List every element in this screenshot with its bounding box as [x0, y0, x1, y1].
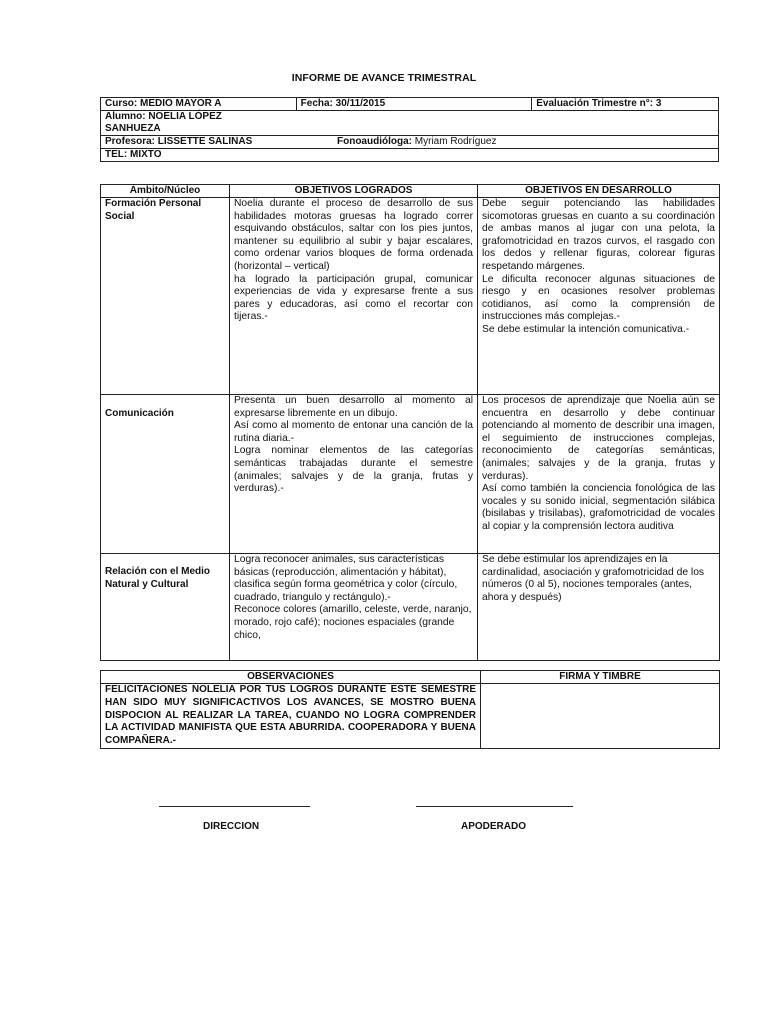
- desarrollo-cell: Los procesos de aprendizaje que Noelia aún se encuentra en desarrollo y debe continuar potenciando al momento de describir una imagen, el seguimiento de instrucciones complejas, reconocimiento de categorías semánticas, (animales; salvajes y de la granja, frutas y verduras). Así como también la conciencia fonológica de las vocales y su sonido inicial, segmentación silábica (bisilabas y trisilabas), grafomotricidad de vocales al copiar y la comprensión lectora auditiva: [478, 395, 720, 554]
- ambito-label: Comunicación: [105, 408, 174, 419]
- firma-cell: [481, 684, 720, 749]
- logrados-cell: Noelia durante el proceso de desarrollo de sus habilidades motoras gruesas ha logrado correr esquivando obstáculos, saltar con los pies juntos, mantener su equilibrio al subir y bajar escalares, como ordenar varios bloques de forma ordenada (horizontal – vertical) ha logrado la participación grupal, comunicar experiencias de vida y expresarse frente a sus pares y educadoras, así como el recortar con tijeras.-: [230, 198, 478, 395]
- page-title: INFORME DE AVANCE TRIMESTRAL: [291, 72, 477, 84]
- alumno-line2: SANHUEZA: [105, 123, 161, 134]
- ambito-cell: [101, 554, 230, 661]
- curso-field: Curso: MEDIO MAYOR A: [101, 98, 297, 111]
- alumno-line1: Alumno: NOELIA LÓPEZ: [105, 111, 222, 122]
- desarrollo-cell: Se debe estimular los aprendizajes en la cardinalidad, asociación y grafomotricidad de los números (0 al 5), nociones temporales (antes, ahora y después): [478, 554, 720, 661]
- observaciones-header: OBSERVACIONES: [101, 671, 481, 684]
- alumno-field: [101, 111, 719, 136]
- ambito-cell: [101, 395, 230, 554]
- apoderado-signature-line: [416, 806, 573, 807]
- table-row: [101, 395, 720, 554]
- profesora-row: [101, 136, 719, 149]
- observations-table: [100, 670, 720, 749]
- direccion-label: DIRECCION: [203, 821, 260, 832]
- fecha-field: Fecha: 30/11/2015: [296, 98, 532, 111]
- logrados-cell: Logra reconocer animales, sus características básicas (reproducción, alimentación y hábitat), clasifica según forma geométrica y color (círculo, cuadrado, triangulo y rectángulo).- Reconoce colores (amarillo, celeste, verde, naranjo, morado, rojo café); nociones espaciales (grande chico,: [230, 554, 478, 661]
- tel-field: TEL: MIXTO: [101, 149, 719, 162]
- desarrollo-cell: Debe seguir potenciando las habilidades sicomotoras gruesas en cuanto a su coordinación de ambas manos al jugar con una pelota, la grafomotricidad en trazos curvos, el rasgado con los dedos y rellenar figuras, colorear figuras respetando márgenes. Le dificulta reconocer algunas situaciones de riesgo y en ocasiones resolver problemas cotidianos, así como la comprensión de instrucciones más complejas.- Se debe estimular la intención comunicativa.-: [478, 198, 720, 395]
- col-header-logrados: OBJETIVOS LOGRADOS: [230, 185, 478, 198]
- fonoaudiologa-label: Fonoaudióloga:: [337, 136, 412, 147]
- ambito-cell: Formación Personal Social: [101, 198, 230, 395]
- ambito-label: Relación con el Medio Natural y Cultural: [105, 566, 211, 590]
- firma-header: FIRMA Y TIMBRE: [481, 671, 720, 684]
- logrados-cell: Presenta un buen desarrollo al momento al expresarse libremente en un dibujo. Así como al momento de entonar una canción de la rutina diaria.- Logra nominar elementos de las categorías semánticas trabajadas durante el semestre (animales; salvajes y de la granja, frutas y verduras).-: [230, 395, 478, 554]
- table-row: [101, 554, 720, 661]
- objectives-table: [100, 184, 720, 661]
- apoderado-label: APODERADO: [461, 821, 527, 832]
- header-table: [100, 97, 719, 162]
- evaluacion-field: Evaluación Trimestre n°: 3: [532, 98, 719, 111]
- fonoaudiologa-name: Myriam Rodríguez: [412, 136, 497, 147]
- col-header-desarrollo: OBJETIVOS EN DESARROLLO: [478, 185, 720, 198]
- col-header-ambito: Ámbito/Núcleo: [101, 185, 230, 198]
- observaciones-text: FELICITACIONES NOLELIA POR TUS LOGROS DURANTE ESTE SEMESTRE HAN SIDO MUY SIGNIFICACTIVOS LOS AVANCES, SE MOSTRO BUENA DISPOCION AL REALIZAR LA TAREA, CUANDO NO LOGRA COMPRENDER LA ACTIVIDAD MANIFISTA QUE ESTA ABURRIDA. COOPERADORA Y BUENA COMPAÑERA.-: [101, 684, 481, 749]
- direccion-signature-line: [159, 806, 310, 807]
- profesora-field: Profesora: LISSETTE SALINAS: [105, 136, 253, 147]
- table-row: [101, 198, 720, 395]
